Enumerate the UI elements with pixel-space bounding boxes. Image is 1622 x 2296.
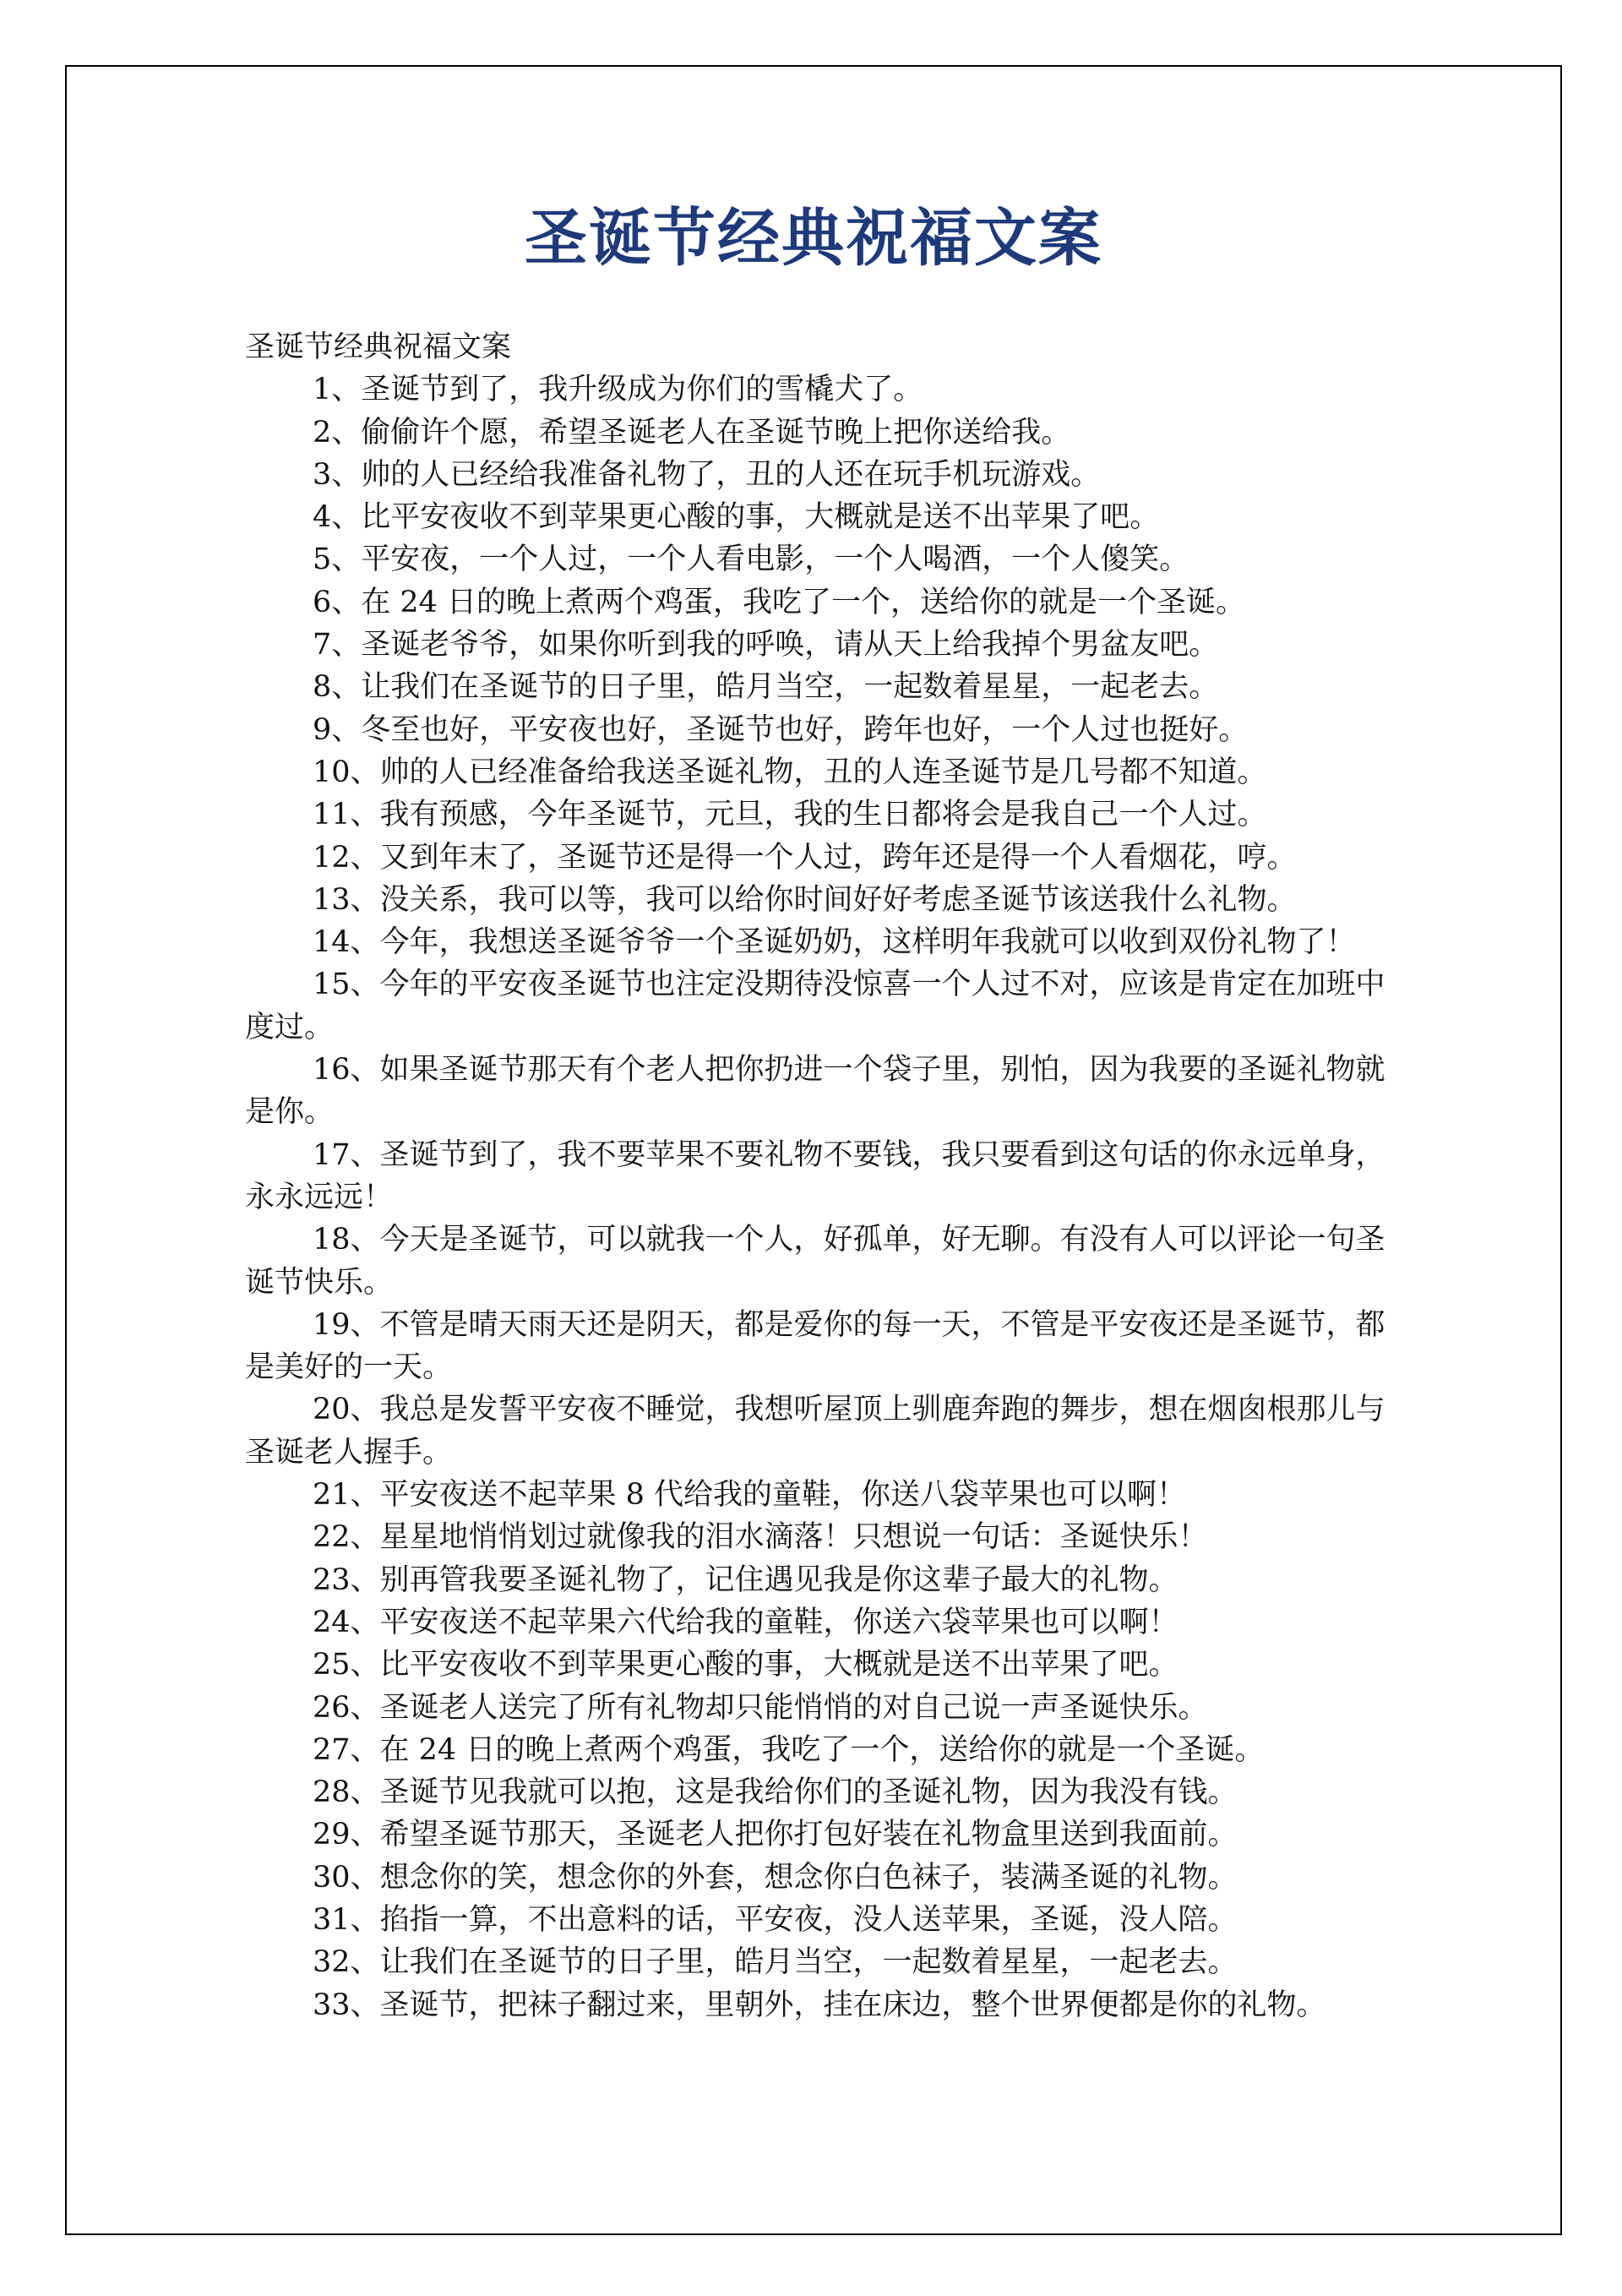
document-title: 圣诞节经典祝福文案 [525, 202, 1102, 275]
list-item: 2、偷偷许个愿，希望圣诞老人在圣诞节晚上把你送给我。 [313, 415, 1071, 450]
list-item: 16、如果圣诞节那天有个老人把你扔进一个袋子里，别怕，因为我要的圣诞礼物就是你。 [245, 1053, 1385, 1130]
list-item: 21、平安夜送不起苹果 8 代给我的童鞋，你送八袋苹果也可以啊！ [313, 1478, 1187, 1513]
list-item: 29、希望圣诞节那天，圣诞老人把你打包好装在礼物盒里送到我面前。 [313, 1818, 1238, 1852]
list-item: 31、掐指一算，不出意料的话，平安夜，没人送苹果，圣诞，没人陪。 [313, 1902, 1238, 1937]
list-item: 4、比平安夜收不到苹果更心酸的事，大概就是送不出苹果了吧。 [313, 500, 1160, 535]
list-item: 12、又到年末了，圣诞节还是得一个人过，跨年还是得一个人看烟花，哼。 [313, 840, 1297, 875]
list-item: 23、别再管我要圣诞礼物了，记住遇见我是你这辈子最大的礼物。 [313, 1562, 1178, 1597]
list-item: 9、冬至也好，平安夜也好，圣诞节也好，跨年也好，一个人过也挺好。 [313, 712, 1249, 747]
list-item: 27、在 24 日的晚上煮两个鸡蛋，我吃了一个，送给你的就是一个圣诞。 [313, 1732, 1265, 1767]
greeting-list [245, 368, 1394, 2026]
list-item: 6、在 24 日的晚上煮两个鸡蛋，我吃了一个，送给你的就是一个圣诞。 [313, 585, 1246, 619]
list-item: 19、不管是晴天雨天还是阴天，都是爱你的每一天，不管是平安夜还是圣诞节，都是美好的一天。 [245, 1307, 1385, 1385]
list-item: 5、平安夜，一个人过，一个人看电影，一个人喝酒，一个人傻笑。 [313, 543, 1189, 577]
list-item: 25、比平安夜收不到苹果更心酸的事，大概就是送不出苹果了吧。 [313, 1648, 1178, 1682]
list-item: 18、今天是圣诞节，可以就我一个人，好孤单，好无聊。有没有人可以评论一句圣诞节快乐。 [245, 1223, 1385, 1300]
list-item: 22、星星地悄悄划过就像我的泪水滴落！只想说一句话：圣诞快乐！ [313, 1520, 1208, 1555]
list-item: 30、想念你的笑，想念你的外套，想念你白色袜子，装满圣诞的礼物。 [313, 1860, 1238, 1895]
document-subtitle: 圣诞节经典祝福文案 [245, 330, 512, 364]
list-item: 17、圣诞节到了，我不要苹果不要礼物不要钱，我只要看到这句话的你永远单身，永永远远！ [245, 1137, 1385, 1214]
list-item: 32、让我们在圣诞节的日子里，皓月当空，一起数着星星，一起老去。 [313, 1945, 1238, 1980]
list-item: 14、今年，我想送圣诞爷爷一个圣诞奶奶，这样明年我就可以收到双份礼物了！ [313, 925, 1356, 960]
list-item: 24、平安夜送不起苹果六代给我的童鞋，你送六袋苹果也可以啊！ [313, 1605, 1178, 1639]
list-item: 28、圣诞节见我就可以抱，这是我给你们的圣诞礼物，因为我没有钱。 [313, 1775, 1238, 1810]
list-item: 26、圣诞老人送完了所有礼物却只能悄悄的对自己说一声圣诞快乐。 [313, 1690, 1208, 1725]
list-item: 8、让我们在圣诞节的日子里，皓月当空，一起数着星星，一起老去。 [313, 670, 1219, 705]
list-item: 11、我有预感，今年圣诞节，元旦，我的生日都将会是我自己一个人过。 [313, 798, 1267, 832]
list-item: 7、圣诞老爷爷，如果你听到我的呼唤，请从天上给我掉个男盆友吧。 [313, 628, 1219, 663]
list-item: 3、帅的人已经给我准备礼物了，丑的人还在玩手机玩游戏。 [313, 457, 1101, 492]
list-item: 20、我总是发誓平安夜不睡觉，我想听屋顶上驯鹿奔跑的舞步，想在烟囱根那儿与圣诞老人握手。 [245, 1393, 1385, 1470]
document-body [245, 326, 1394, 2026]
list-item: 33、圣诞节，把袜子翻过来，里朝外，挂在床边，整个世界便都是你的礼物。 [313, 1988, 1326, 2022]
list-item: 1、圣诞节到了，我升级成为你们的雪橇犬了。 [313, 373, 923, 407]
list-item: 10、帅的人已经准备给我送圣诞礼物，丑的人连圣诞节是几号都不知道。 [313, 755, 1267, 789]
list-item: 15、今年的平安夜圣诞节也注定没期待没惊喜一个人过不对，应该是肯定在加班中度过。 [245, 968, 1385, 1044]
list-item: 13、没关系，我可以等，我可以给你时间好好考虑圣诞节该送我什么礼物。 [313, 882, 1297, 917]
